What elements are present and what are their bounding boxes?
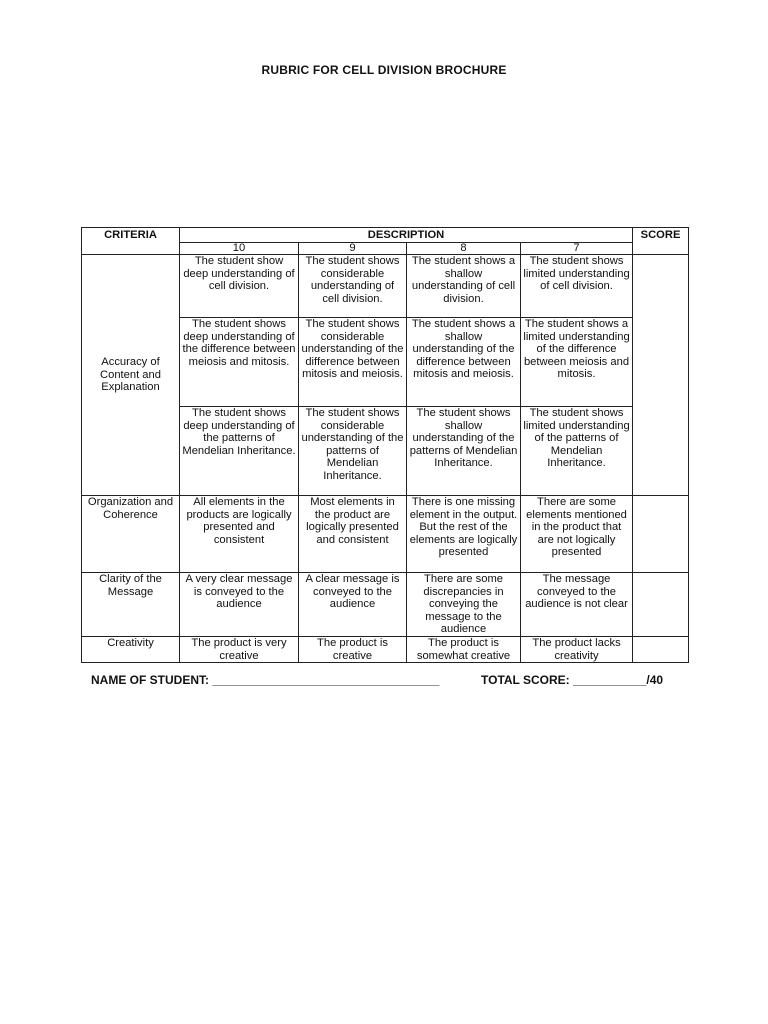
- points-8: 8: [407, 243, 521, 255]
- organization-9: Most elements in the product are logically presented and consistent: [299, 496, 407, 573]
- accuracy-3-9: The student shows considerable understanding of the patterns of Mendelian Inheritance.: [299, 407, 407, 496]
- score-header: SCORE: [633, 228, 689, 255]
- accuracy-row-1: [82, 255, 689, 318]
- accuracy-2-10: The student shows deep understanding of the difference between meiosis and mitosis.: [180, 318, 299, 407]
- creativity-8: The product is somewhat creative: [407, 636, 521, 662]
- criteria-creativity: Creativity: [82, 636, 180, 662]
- creativity-row: [82, 636, 689, 662]
- criteria-clarity: Clarity of the Message: [82, 573, 180, 637]
- criteria-accuracy: Accuracy of Content and Explanation: [82, 255, 180, 496]
- rubric-table: [81, 227, 689, 663]
- points-10: 10: [180, 243, 299, 255]
- score-cell-organization: [633, 496, 689, 573]
- accuracy-1-8: The student shows a shallow understanding of cell division.: [407, 255, 521, 318]
- criteria-organization: Organization and Coherence: [82, 496, 180, 573]
- clarity-row: [82, 573, 689, 637]
- student-name-line: NAME OF STUDENT: __________________________________: [91, 673, 440, 687]
- accuracy-1-7: The student shows limited understanding of cell division.: [521, 255, 633, 318]
- accuracy-2-7: The student shows a limited understanding of the difference between meiosis and mitosis.: [521, 318, 633, 407]
- accuracy-1-9: The student shows considerable understanding of cell division.: [299, 255, 407, 318]
- clarity-8: There are some discrepancies in conveying the message to the audience: [407, 573, 521, 637]
- organization-7: There are some elements mentioned in the product that are not logically presented: [521, 496, 633, 573]
- score-cell-creativity: [633, 636, 689, 662]
- creativity-7: The product lacks creativity: [521, 636, 633, 662]
- total-score-line: TOTAL SCORE: ___________/40: [481, 673, 664, 687]
- organization-8: There is one missing element in the output. But the rest of the elements are logically presented: [407, 496, 521, 573]
- score-cell-accuracy: [633, 255, 689, 496]
- accuracy-3-10: The student shows deep understanding of the patterns of Mendelian Inheritance.: [180, 407, 299, 496]
- accuracy-2-9: The student shows considerable understanding of the difference between mitosis and meiosis.: [299, 318, 407, 407]
- accuracy-2-8: The student shows a shallow understanding of the difference between mitosis and meiosis.: [407, 318, 521, 407]
- clarity-9: A clear message is conveyed to the audience: [299, 573, 407, 637]
- points-9: 9: [299, 243, 407, 255]
- organization-10: All elements in the products are logically presented and consistent: [180, 496, 299, 573]
- criteria-header: CRITERIA: [82, 228, 180, 255]
- accuracy-1-10: The student show deep understanding of cell division.: [180, 255, 299, 318]
- description-header: DESCRIPTION: [180, 228, 633, 243]
- points-7: 7: [521, 243, 633, 255]
- document-title: RUBRIC FOR CELL DIVISION BROCHURE: [261, 63, 507, 77]
- organization-row: [82, 496, 689, 573]
- clarity-10: A very clear message is conveyed to the audience: [180, 573, 299, 637]
- accuracy-3-7: The student shows limited understanding of the patterns of Mendelian Inheritance.: [521, 407, 633, 496]
- header-row: [82, 228, 689, 243]
- creativity-10: The product is very creative: [180, 636, 299, 662]
- creativity-9: The product is creative: [299, 636, 407, 662]
- score-cell-clarity: [633, 573, 689, 637]
- clarity-7: The message conveyed to the audience is not clear: [521, 573, 633, 637]
- accuracy-3-8: The student shows shallow understanding of the patterns of Mendelian Inheritance.: [407, 407, 521, 496]
